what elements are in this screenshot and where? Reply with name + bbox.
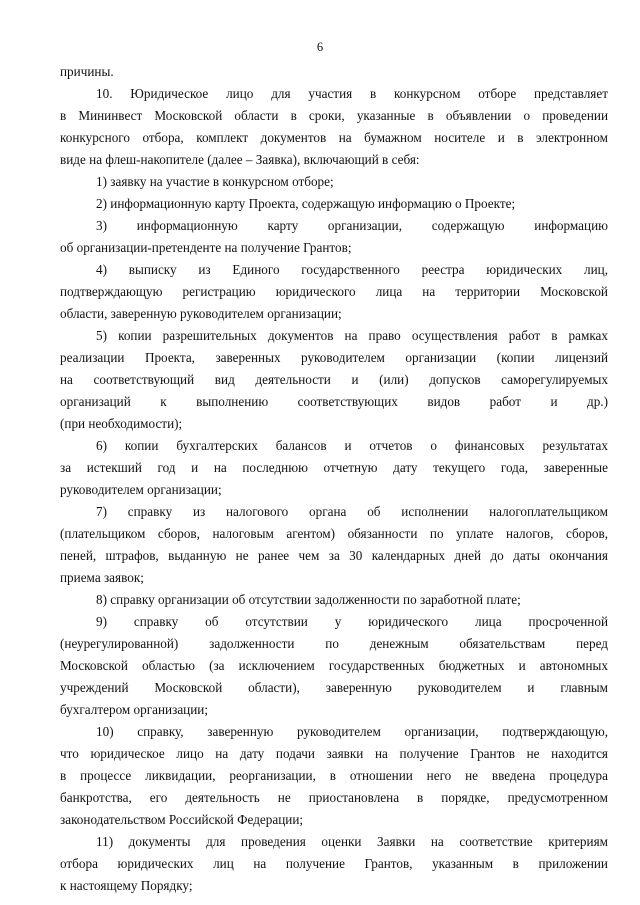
text-line: 1) заявку на участие в конкурсном отборе; [96, 174, 334, 189]
text-line: бухгалтером организации; [60, 702, 209, 717]
text-line: организаций к выполнению соответствующих видов работ и др.) [60, 394, 608, 409]
text-line: реализации Проекта, заверенных руководителем организации (копии лицензий [60, 350, 608, 365]
text-line: в Мининвест Московской области в сроки, указанные в объявлении о проведении [60, 108, 608, 123]
text-line: на соответствующий вид деятельности и (или) допусков саморегулируемых [60, 372, 608, 387]
text-line: виде на флеш-накопителе (далее – Заявка), включающий в себя: [60, 152, 420, 167]
text-line: 10) справку, заверенную руководителем организации, подтверждающую, [96, 724, 608, 739]
text-line: 6) копии бухгалтерских балансов и отчетов о финансовых результатах [96, 438, 608, 453]
text-line: в процессе ликвидации, реорганизации, в отношении него не введена процедура [60, 768, 608, 783]
text-line: банкротства, его деятельность не приостановлена в порядке, предусмотренном [60, 790, 608, 805]
text-line: Московской областью (за исключением государственных бюджетных и автономных [60, 658, 608, 673]
text-line: конкурсного отбора, комплект документов на бумажном носителе и в электронном [60, 130, 608, 145]
text-line: области, заверенную руководителем организации; [60, 306, 342, 321]
text-line: 5) копии разрешительных документов на право осуществления работ в рамках [96, 328, 608, 343]
text-line: за истекший год и на последнюю отчетную дату текущего года, заверенные [60, 460, 608, 475]
text-line: 2) информационную карту Проекта, содержащую информацию о Проекте; [96, 196, 516, 211]
text-line: об организации-претенденте на получение Грантов; [60, 240, 352, 255]
text-line: 4) выписку из Единого государственного реестра юридических лиц, [96, 262, 608, 277]
page-number: 6 [316, 40, 324, 54]
text-line: (неурегулированной) задолженности по денежным обязательствам перед [60, 636, 608, 651]
text-line: отбора юридических лиц на получение Грантов, указанным в приложении [60, 856, 608, 871]
text-line: 8) справку организации об отсутствии задолженности по заработной плате; [96, 592, 521, 607]
text-line: подтверждающую регистрацию юридического лица на территории Московской [60, 284, 608, 299]
text-line: руководителем организации; [60, 482, 222, 497]
text-line: 9) справку об отсутствии у юридического лица просроченной [96, 614, 608, 629]
text-line: учреждений Московской области), заверенную руководителем и главным [60, 680, 608, 695]
text-line: приема заявок; [60, 570, 144, 585]
text-line: (плательщиком сборов, налоговым агентом) обязанности по уплате налогов, сборов, [60, 526, 608, 541]
text-line: 7) справку из налогового органа об исполнении налогоплательщиком [96, 504, 608, 519]
text-line: причины. [60, 64, 114, 79]
text-line: пеней, штрафов, выданную не ранее чем за 30 календарных дней до даты окончания [60, 548, 608, 563]
text-line: к настоящему Порядку; [60, 878, 193, 893]
text-line: 10. Юридическое лицо для участия в конкурсном отборе представляет [96, 86, 608, 101]
text-line: 11) документы для проведения оценки Заявки на соответствие критериям [96, 834, 608, 849]
text-line: (при необходимости); [60, 416, 183, 431]
text-line: что юридическое лицо на дату подачи заявки на получение Грантов не находится [60, 746, 608, 761]
text-line: 3) информационную карту организации, содержащую информацию [96, 218, 608, 233]
text-line: законодательством Российской Федерации; [60, 812, 304, 827]
